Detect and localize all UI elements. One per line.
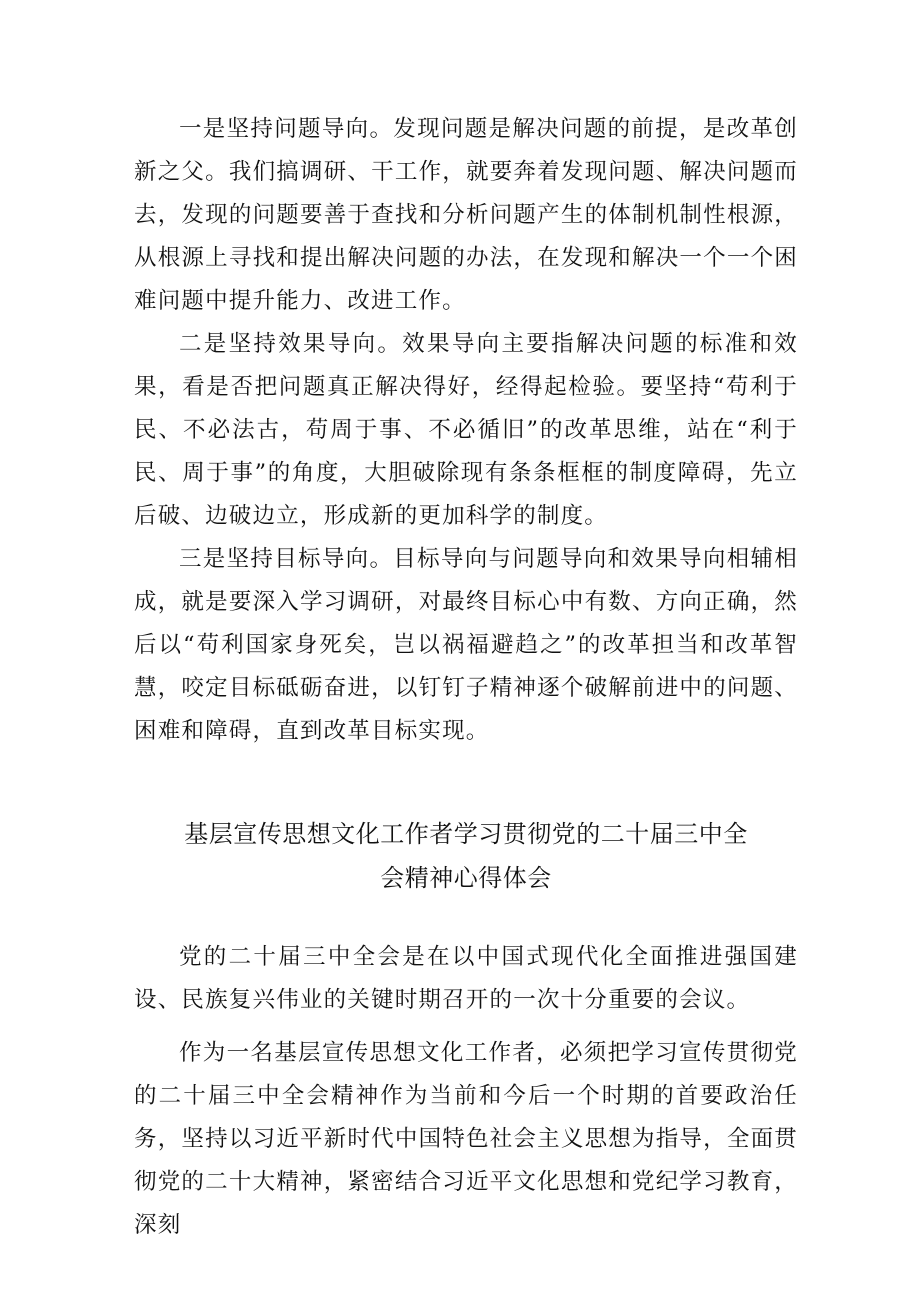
article-title-line-2: 会精神心得体会 bbox=[380, 864, 552, 892]
article-body bbox=[134, 936, 798, 1257]
article-paragraph-role: 作为一名基层宣传思想文化工作者，必须把学习宣传贯彻党的二十届三中全会精神作为当前和今后一个时期的首要政治任务，坚持以习近平新时代中国特色社会主义思想为指导，全面贯彻党的二十大精神，紧密结合习近平文化思想和党纪学习教育，深刻 bbox=[134, 1040, 798, 1238]
paragraph-goal-orientation: 三是坚持目标导向。目标导向与问题导向和效果导向相辅相成，就是要深入学习调研，对最终目标心中有数、方向正确，然后以“苟利国家身死矣，岂以祸福避趋之”的改革担当和改革智慧，咬定目标砥砺奋进，以钉钉子精神逐个破解前进中的问题、困难和障碍，直到改革目标实现。 bbox=[134, 546, 798, 744]
section-guidance-paragraphs bbox=[134, 108, 798, 753]
paragraph-effect-orientation: 二是坚持效果导向。效果导向主要指解决问题的标准和效果，看是否把问题真正解决得好，经得起检验。要坚持“苟利于民、不必法古，苟周于事、不必循旧”的改革思维，站在“利于民、周于事”的角度，大胆破除现有条条框框的制度障碍，先立后破、边破边立，形成新的更加科学的制度。 bbox=[134, 331, 798, 529]
paragraph-problem-orientation: 一是坚持问题导向。发现问题是解决问题的前提，是改革创新之父。我们搞调研、干工作，就要奔着发现问题、解决问题而去，发现的问题要善于查找和分析问题产生的体制机制性根源，从根源上寻找和提出解决问题的办法，在发现和解决一个一个困难问题中提升能力、改进工作。 bbox=[134, 116, 798, 314]
article-title bbox=[134, 812, 798, 900]
article-title-line-1: 基层宣传思想文化工作者学习贯彻党的二十届三中全 bbox=[184, 820, 748, 848]
article-paragraph-intro: 党的二十届三中全会是在以中国式现代化全面推进强国建设、民族复兴伟业的关键时期召开的一次十分重要的会议。 bbox=[134, 944, 798, 1013]
